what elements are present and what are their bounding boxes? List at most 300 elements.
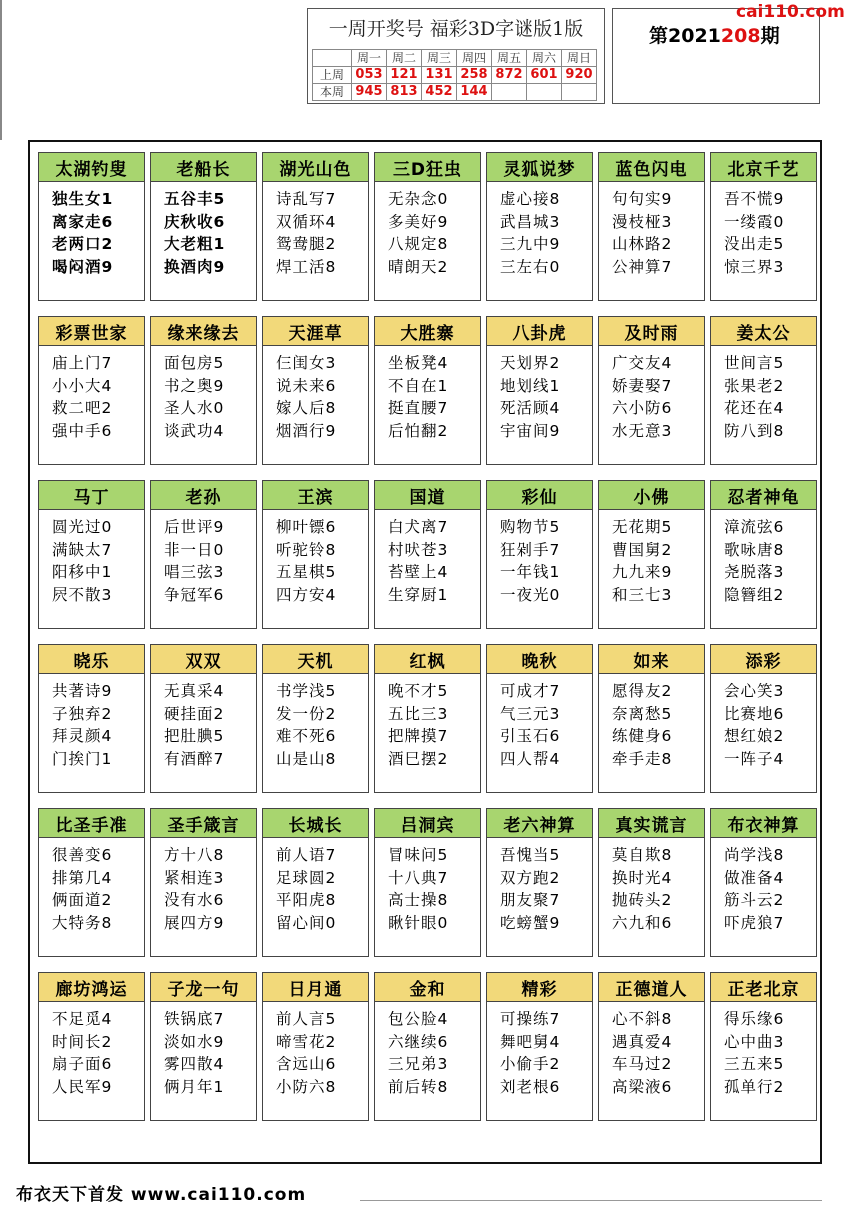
clue-line: 大特务8	[52, 913, 113, 932]
clue-line: 鸳鸯腿2	[276, 235, 337, 253]
clue-line: 硬挂面2	[164, 704, 225, 723]
clue-line: 争冠军6	[164, 585, 225, 604]
clue-line: 曹国舅2	[612, 540, 673, 559]
panel-clues	[39, 838, 144, 934]
panel-title: 正老北京	[711, 973, 816, 1002]
panel-clues	[487, 182, 592, 278]
panel-clues	[375, 674, 480, 770]
clue-line: 紧相连3	[164, 868, 225, 887]
clue-line: 可成才7	[500, 682, 561, 700]
clue-line: 难不死6	[276, 727, 337, 745]
clue-line: 四人帮4	[500, 749, 561, 768]
clue-line: 得乐缘6	[724, 1010, 785, 1028]
draw-number: 813	[387, 84, 422, 101]
day-header: 周日	[562, 50, 597, 67]
panel-clues	[263, 182, 368, 278]
clue-line: 排第几4	[52, 868, 113, 887]
clue-line: 听驼铃8	[276, 540, 337, 559]
clue-line: 留心间0	[276, 913, 337, 932]
clue-line: 虚心接8	[500, 190, 561, 208]
panel-title: 金和	[375, 973, 480, 1002]
clue-line: 没出走5	[724, 235, 785, 253]
clue-line: 把肚腆5	[164, 727, 225, 745]
clue-line: 九九来9	[612, 563, 673, 581]
day-header: 周二	[387, 50, 422, 67]
clue-line: 发一份2	[276, 704, 337, 723]
panel-clues	[599, 838, 704, 934]
draw-number: 053	[352, 67, 387, 84]
clue-line: 车马过2	[612, 1055, 673, 1073]
clue-line: 防八到8	[724, 421, 785, 440]
clue-line: 苔壁上4	[388, 563, 449, 581]
panel-title: 晚秋	[487, 645, 592, 674]
panel-title: 八卦虎	[487, 317, 592, 346]
clue-line: 庙上门7	[52, 354, 113, 372]
panel-clues	[599, 346, 704, 442]
clue-line: 时间长2	[52, 1032, 113, 1051]
clue-line: 仨闺女3	[276, 354, 337, 372]
clue-line: 换酒肉9	[164, 257, 226, 276]
clue-line: 莫自欺8	[612, 846, 673, 864]
panel-title: 王滨	[263, 481, 368, 510]
panel-title: 马丁	[39, 481, 144, 510]
clue-line: 前人语7	[276, 846, 337, 864]
issue-number	[649, 21, 780, 48]
clue-line: 山是山8	[276, 749, 337, 768]
clue-line: 扇子面6	[52, 1055, 113, 1073]
panel-clues	[599, 510, 704, 606]
clue-panel	[598, 152, 705, 301]
clue-line: 心中曲3	[724, 1032, 785, 1051]
panel-clues	[151, 510, 256, 606]
clue-line: 娇妻娶7	[612, 376, 673, 395]
clue-panel	[598, 972, 705, 1121]
clue-line: 面包房5	[164, 354, 225, 372]
clue-line: 共著诗9	[52, 682, 113, 700]
clue-line: 想红娘2	[724, 727, 785, 745]
clue-line: 后世评9	[164, 518, 225, 536]
clue-line: 铁锅底7	[164, 1010, 225, 1028]
header-title: 一周开奖号 福彩3D字谜版1版	[328, 18, 584, 40]
panel-clues	[151, 1002, 256, 1098]
panel-clues	[263, 510, 368, 606]
panel-title: 太湖钓叟	[39, 153, 144, 182]
clue-line: 包公脸4	[388, 1010, 449, 1028]
clue-line: 救二吧2	[52, 399, 113, 417]
clue-line: 冒味问5	[388, 846, 449, 864]
panel-title: 姜太公	[711, 317, 816, 346]
clue-panel	[262, 644, 369, 793]
clue-panel	[486, 972, 593, 1121]
clue-line: 足球圆2	[276, 868, 337, 887]
clue-panel	[262, 808, 369, 957]
corner-cell	[313, 50, 352, 67]
panel-clues	[263, 346, 368, 442]
clue-line: 水无意3	[612, 421, 673, 440]
clue-line: 很善变6	[52, 846, 113, 864]
panel-title: 彩仙	[487, 481, 592, 510]
draw-number	[562, 84, 597, 101]
panel-title: 正德道人	[599, 973, 704, 1002]
clue-panel	[710, 480, 817, 629]
panel-clues	[151, 182, 256, 278]
clue-line: 公神算7	[612, 257, 673, 276]
clue-line: 广交友4	[612, 354, 673, 372]
clue-panel	[150, 480, 257, 629]
panel-clues	[487, 346, 592, 442]
clue-line: 庆秋收6	[164, 212, 226, 231]
clue-line: 啼雪花2	[276, 1032, 337, 1051]
clue-line: 小偷手2	[500, 1055, 561, 1073]
clue-line: 遇真爱4	[612, 1032, 673, 1051]
clue-panel	[38, 972, 145, 1121]
clue-line: 晴朗天2	[388, 257, 449, 276]
clue-panel	[486, 480, 593, 629]
clue-panel	[150, 152, 257, 301]
clue-line: 焊工活8	[276, 257, 337, 276]
clue-line: 后怕翻2	[388, 421, 449, 440]
clue-panel	[598, 808, 705, 957]
clue-line: 前后转8	[388, 1077, 449, 1096]
clue-line: 天划界2	[500, 354, 561, 372]
clue-line: 牵手走8	[612, 749, 673, 768]
clue-line: 四方安4	[276, 585, 337, 604]
clue-line: 屄不散3	[52, 585, 113, 604]
clue-line: 三兄弟3	[388, 1055, 449, 1073]
panel-clues	[375, 510, 480, 606]
clue-line: 把牌摸7	[388, 727, 449, 745]
panel-title: 布衣神算	[711, 809, 816, 838]
draw-number: 452	[422, 84, 457, 101]
clue-line: 和三七3	[612, 585, 673, 604]
panel-title: 长城长	[263, 809, 368, 838]
clue-line: 书学浅5	[276, 682, 337, 700]
clue-line: 筋斗云2	[724, 891, 785, 909]
clue-panel	[262, 972, 369, 1121]
panel-title: 缘来缘去	[151, 317, 256, 346]
panel-title: 北京千艺	[711, 153, 816, 182]
draw-number: 121	[387, 67, 422, 84]
issue-prefix: 第2021	[649, 25, 721, 47]
draw-number: 601	[527, 67, 562, 84]
clue-panel	[150, 316, 257, 465]
panel-clues	[487, 510, 592, 606]
clue-line: 俩月年1	[164, 1077, 225, 1096]
clue-line: 坐板凳4	[388, 354, 449, 372]
clue-line: 双方跑2	[500, 868, 561, 887]
clue-line: 多美好9	[388, 212, 449, 231]
panel-clues	[711, 182, 816, 278]
panel-clues	[711, 510, 816, 606]
clue-panel	[262, 152, 369, 301]
clue-line: 圣人水0	[164, 399, 225, 417]
panel-title: 双双	[151, 645, 256, 674]
day-header: 周六	[527, 50, 562, 67]
issue-suffix: 期	[760, 25, 780, 47]
draw-number: 872	[492, 67, 527, 84]
left-edge-line	[0, 0, 2, 140]
clue-line: 刘老根6	[500, 1077, 561, 1096]
panel-clues	[711, 674, 816, 770]
clue-line: 朋友聚7	[500, 891, 561, 909]
clue-panel	[38, 480, 145, 629]
clue-line: 六小防6	[612, 399, 673, 417]
footer-text: 布衣天下首发 www.cai110.com	[16, 1185, 307, 1205]
panel-clues	[263, 1002, 368, 1098]
panel-clues	[711, 1002, 816, 1098]
clue-line: 喝闷酒9	[52, 257, 114, 276]
draw-number: 945	[352, 84, 387, 101]
clue-line: 说未来6	[276, 376, 337, 395]
clue-line: 吾不慌9	[724, 190, 785, 208]
panel-clues	[39, 510, 144, 606]
panel-title: 如来	[599, 645, 704, 674]
panel-title: 老孙	[151, 481, 256, 510]
clue-panel	[486, 152, 593, 301]
clue-line: 无花期5	[612, 518, 673, 536]
clue-line: 老两口2	[52, 235, 114, 253]
clue-line: 吓虎狼7	[724, 913, 785, 932]
clue-line: 独生女1	[52, 190, 114, 208]
day-header: 周五	[492, 50, 527, 67]
clue-line: 一年钱1	[500, 563, 561, 581]
clue-line: 雾四散4	[164, 1055, 225, 1073]
footer-divider	[360, 1200, 822, 1201]
clue-line: 六九和6	[612, 913, 673, 932]
clue-line: 小小大4	[52, 376, 113, 395]
panel-clues	[487, 1002, 592, 1098]
panel-clues	[375, 1002, 480, 1098]
clue-line: 挺直腰7	[388, 399, 449, 417]
clue-line: 圆光过0	[52, 518, 113, 536]
clue-panel	[374, 316, 481, 465]
clue-panel	[486, 644, 593, 793]
clue-line: 门挨门1	[52, 749, 113, 768]
clue-line: 会心笑3	[724, 682, 785, 700]
panel-title: 蓝色闪电	[599, 153, 704, 182]
panel-title: 小佛	[599, 481, 704, 510]
clue-line: 生穿厨1	[388, 585, 449, 604]
clue-line: 舞吧舅4	[500, 1032, 561, 1051]
clue-line: 俩面道2	[52, 891, 113, 909]
clue-line: 比赛地6	[724, 704, 785, 723]
clue-line: 拜灵颜4	[52, 727, 113, 745]
clue-panel	[486, 808, 593, 957]
clue-panel	[374, 808, 481, 957]
panel-clues	[39, 182, 144, 278]
panel-title: 湖光山色	[263, 153, 368, 182]
clue-panel	[710, 644, 817, 793]
clue-line: 五谷丰5	[164, 190, 226, 208]
clue-line: 含远山6	[276, 1055, 337, 1073]
clue-panel	[150, 972, 257, 1121]
panel-clues	[39, 346, 144, 442]
draw-number: 258	[457, 67, 492, 84]
clue-panel	[262, 316, 369, 465]
clue-line: 没有水6	[164, 891, 225, 909]
clue-line: 大老粗1	[164, 235, 226, 253]
draw-number	[527, 84, 562, 101]
clue-line: 武昌城3	[500, 212, 561, 231]
day-header: 周四	[457, 50, 492, 67]
clue-panel	[38, 644, 145, 793]
clue-line: 练健身6	[612, 727, 673, 745]
clue-line: 抛砖头2	[612, 891, 673, 909]
clue-line: 歌咏唐8	[724, 540, 785, 559]
panel-title: 真实谎言	[599, 809, 704, 838]
panel-clues	[375, 838, 480, 934]
clue-line: 三五来5	[724, 1055, 785, 1073]
clue-line: 无真采4	[164, 682, 225, 700]
day-header: 周三	[422, 50, 457, 67]
clue-panel	[38, 316, 145, 465]
clue-line: 五比三3	[388, 704, 449, 723]
clue-panel	[374, 644, 481, 793]
panel-clues	[599, 182, 704, 278]
issue-highlight: 208	[720, 25, 761, 47]
panel-clues	[263, 674, 368, 770]
clue-line: 山林路2	[612, 235, 673, 253]
clue-line: 子独弃2	[52, 704, 113, 723]
weekly-draw-table	[312, 49, 597, 101]
clue-line: 离家走6	[52, 212, 114, 231]
clue-line: 换时光4	[612, 868, 673, 887]
clue-line: 谈武功4	[164, 421, 225, 440]
clue-line: 高梁液6	[612, 1077, 673, 1096]
panel-title: 子龙一句	[151, 973, 256, 1002]
clue-line: 做准备4	[724, 868, 785, 887]
clue-line: 诗乱写7	[276, 190, 337, 208]
clue-line: 嫁人后8	[276, 399, 337, 417]
clue-line: 不足觅4	[52, 1010, 113, 1028]
panel-clues	[151, 674, 256, 770]
panel-clues	[487, 674, 592, 770]
day-header: 周一	[352, 50, 387, 67]
panel-clues	[263, 838, 368, 934]
panel-clues	[375, 346, 480, 442]
clue-line: 小防六8	[276, 1077, 337, 1096]
clue-line: 隐簪组2	[724, 585, 785, 604]
clue-line: 地划线1	[500, 376, 561, 395]
clue-panel	[710, 316, 817, 465]
clue-panel	[598, 316, 705, 465]
panel-clues	[39, 1002, 144, 1098]
site-logo-text[interactable]: cai110.com	[736, 2, 845, 22]
clue-line: 满缺太7	[52, 540, 113, 559]
clue-panel	[150, 808, 257, 957]
clue-line: 孤单行2	[724, 1077, 785, 1096]
panel-title: 国道	[375, 481, 480, 510]
clue-line: 唱三弦3	[164, 563, 225, 581]
panel-clues	[151, 346, 256, 442]
clue-line: 平阳虎8	[276, 891, 337, 909]
panel-clues	[711, 346, 816, 442]
panel-title: 添彩	[711, 645, 816, 674]
clue-panel	[38, 808, 145, 957]
clue-line: 购物节5	[500, 518, 561, 536]
clue-line: 漫枝桠3	[612, 212, 673, 231]
last-week-label: 上周	[313, 67, 352, 84]
panel-clues	[39, 674, 144, 770]
clue-panel	[710, 972, 817, 1121]
panel-title: 比圣手准	[39, 809, 144, 838]
panel-clues	[599, 1002, 704, 1098]
clue-panel	[38, 152, 145, 301]
clue-line: 十八典7	[388, 868, 449, 887]
clue-line: 书之奥9	[164, 376, 225, 395]
clue-line: 死活顾4	[500, 399, 561, 417]
panel-clues	[487, 838, 592, 934]
draw-number: 920	[562, 67, 597, 84]
clue-line: 尧脱落3	[724, 563, 785, 581]
panel-title: 吕洞宾	[375, 809, 480, 838]
clue-panel	[598, 644, 705, 793]
clue-line: 双循环4	[276, 212, 337, 231]
clue-line: 心不斜8	[612, 1010, 673, 1028]
clue-line: 不自在1	[388, 376, 449, 395]
issue-box	[612, 8, 820, 104]
panel-title: 老六神算	[487, 809, 592, 838]
clue-line: 惊三界3	[724, 257, 785, 276]
clue-line: 烟酒行9	[276, 421, 337, 440]
clue-line: 有酒醉7	[164, 749, 225, 768]
clue-panel	[486, 316, 593, 465]
clue-line: 无杂念0	[388, 190, 449, 208]
clue-panel	[374, 972, 481, 1121]
clue-line: 三九中9	[500, 235, 561, 253]
clue-line: 瞅针眼0	[388, 913, 449, 932]
clue-panel	[710, 152, 817, 301]
panel-title: 红枫	[375, 645, 480, 674]
panel-clues	[599, 674, 704, 770]
clue-line: 方十八8	[164, 846, 225, 864]
clue-line: 狂剁手7	[500, 540, 561, 559]
clue-line: 引玉石6	[500, 727, 561, 745]
clue-line: 五星棋5	[276, 563, 337, 581]
panel-title: 廊坊鸿运	[39, 973, 144, 1002]
clue-line: 气三元3	[500, 704, 561, 723]
draw-number	[492, 84, 527, 101]
clue-line: 柳叶镖6	[276, 518, 337, 536]
clue-line: 三左右0	[500, 257, 561, 276]
panel-title: 精彩	[487, 973, 592, 1002]
clue-panel	[598, 480, 705, 629]
clue-line: 张果老2	[724, 376, 785, 395]
clue-panel	[262, 480, 369, 629]
last-week-row	[313, 67, 597, 84]
draw-number: 144	[457, 84, 492, 101]
panel-title: 忍者神龟	[711, 481, 816, 510]
clue-line: 尚学浅8	[724, 846, 785, 864]
week-day-row	[313, 50, 597, 67]
clue-line: 世间言5	[724, 354, 785, 372]
panel-title: 圣手箴言	[151, 809, 256, 838]
weekly-draw-box	[307, 8, 605, 104]
clue-line: 淡如水9	[164, 1032, 225, 1051]
panel-title: 彩票世家	[39, 317, 144, 346]
clue-line: 人民军9	[52, 1077, 113, 1096]
clue-line: 高士操8	[388, 891, 449, 909]
clue-line: 宇宙间9	[500, 421, 561, 440]
clue-line: 一夜光0	[500, 585, 561, 604]
clue-line: 强中手6	[52, 421, 113, 440]
clue-line: 奈离愁5	[612, 704, 673, 723]
clue-line: 漳流弦6	[724, 518, 785, 536]
clue-line: 句句实9	[612, 190, 673, 208]
clue-panel	[374, 480, 481, 629]
clue-line: 白犬离7	[388, 518, 449, 536]
panel-clues	[711, 838, 816, 934]
